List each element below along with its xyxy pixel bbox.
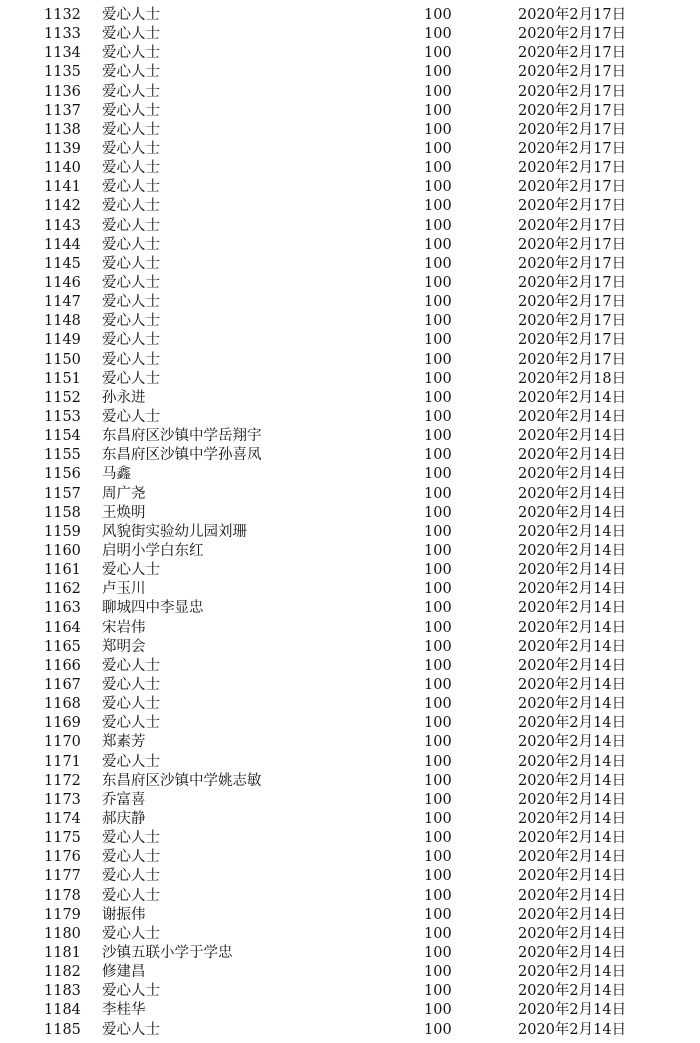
date-cell: 2020年2月14日 (518, 676, 627, 693)
amount-cell: 100 (424, 638, 452, 655)
amount-cell: 100 (424, 389, 452, 406)
date-cell: 2020年2月17日 (518, 217, 627, 234)
table-row (44, 140, 684, 159)
donor-name-cell: 爱心人士 (102, 45, 160, 62)
table-row (44, 982, 684, 1001)
donor-name-cell: 爱心人士 (102, 562, 160, 579)
date-cell: 2020年2月17日 (518, 255, 627, 272)
donor-name-cell: 修建昌 (102, 964, 146, 981)
amount-cell: 100 (424, 332, 452, 349)
date-cell: 2020年2月14日 (518, 657, 627, 674)
date-cell: 2020年2月14日 (518, 715, 627, 732)
table-row (44, 580, 684, 599)
serial-number-cell: 1164 (44, 619, 81, 636)
amount-cell: 100 (424, 887, 452, 904)
table-row (44, 465, 684, 484)
serial-number-cell: 1168 (44, 696, 81, 713)
donor-name-cell: 爱心人士 (102, 715, 160, 732)
amount-cell: 100 (424, 198, 452, 215)
date-cell: 2020年2月14日 (518, 409, 627, 426)
amount-cell: 100 (424, 849, 452, 866)
serial-number-cell: 1183 (44, 983, 81, 1000)
date-cell: 2020年2月14日 (518, 428, 627, 445)
date-cell: 2020年2月17日 (518, 45, 627, 62)
amount-cell: 100 (424, 581, 452, 598)
donor-name-cell: 爱心人士 (102, 753, 160, 770)
donor-name-cell: 爱心人士 (102, 925, 160, 942)
amount-cell: 100 (424, 753, 452, 770)
amount-cell: 100 (424, 600, 452, 617)
donor-name-cell: 爱心人士 (102, 983, 160, 1000)
donor-name-cell: 爱心人士 (102, 370, 160, 387)
serial-number-cell: 1144 (44, 236, 81, 253)
date-cell: 2020年2月14日 (518, 1021, 627, 1038)
table-row (44, 733, 684, 752)
donor-name-cell: 郝庆静 (102, 810, 146, 827)
amount-cell: 100 (424, 619, 452, 636)
table-row (44, 657, 684, 676)
table-row (44, 408, 684, 427)
serial-number-cell: 1141 (44, 179, 81, 196)
amount-cell: 100 (424, 428, 452, 445)
amount-cell: 100 (424, 409, 452, 426)
date-cell: 2020年2月17日 (518, 332, 627, 349)
table-row (44, 867, 684, 886)
amount-cell: 100 (424, 236, 452, 253)
donor-name-cell: 爱心人士 (102, 696, 160, 713)
amount-cell: 100 (424, 504, 452, 521)
date-cell: 2020年2月14日 (518, 696, 627, 713)
table-row (44, 695, 684, 714)
serial-number-cell: 1185 (44, 1021, 81, 1038)
date-cell: 2020年2月14日 (518, 887, 627, 904)
donor-name-cell: 爱心人士 (102, 275, 160, 292)
table-row (44, 906, 684, 925)
amount-cell: 100 (424, 45, 452, 62)
date-cell: 2020年2月14日 (518, 581, 627, 598)
amount-cell: 100 (424, 313, 452, 330)
date-cell: 2020年2月14日 (518, 944, 627, 961)
donor-name-cell: 爱心人士 (102, 332, 160, 349)
amount-cell: 100 (424, 523, 452, 540)
table-row (44, 446, 684, 465)
date-cell: 2020年2月17日 (518, 236, 627, 253)
serial-number-cell: 1137 (44, 102, 81, 119)
donor-name-cell: 爱心人士 (102, 83, 160, 100)
amount-cell: 100 (424, 485, 452, 502)
donor-name-cell: 爱心人士 (102, 64, 160, 81)
serial-number-cell: 1176 (44, 849, 81, 866)
date-cell: 2020年2月17日 (518, 160, 627, 177)
table-row (44, 274, 684, 293)
date-cell: 2020年2月17日 (518, 141, 627, 158)
date-cell: 2020年2月14日 (518, 868, 627, 885)
table-row (44, 6, 684, 25)
date-cell: 2020年2月14日 (518, 447, 627, 464)
donor-name-cell: 宋岩伟 (102, 619, 146, 636)
date-cell: 2020年2月14日 (518, 638, 627, 655)
table-row (44, 1020, 684, 1039)
donor-name-cell: 爱心人士 (102, 887, 160, 904)
amount-cell: 100 (424, 160, 452, 177)
date-cell: 2020年2月14日 (518, 791, 627, 808)
table-row (44, 217, 684, 236)
table-row (44, 370, 684, 389)
date-cell: 2020年2月17日 (518, 7, 627, 24)
donor-name-cell: 王焕明 (102, 504, 146, 521)
amount-cell: 100 (424, 1021, 452, 1038)
donor-name-cell: 东昌府区沙镇中学岳翔宇 (102, 428, 262, 445)
serial-number-cell: 1156 (44, 466, 81, 483)
date-cell: 2020年2月14日 (518, 772, 627, 789)
donor-name-cell: 郑明会 (102, 638, 146, 655)
donor-name-cell: 爱心人士 (102, 849, 160, 866)
table-row (44, 829, 684, 848)
donor-name-cell: 风貌街实验幼儿园刘珊 (102, 523, 247, 540)
amount-cell: 100 (424, 944, 452, 961)
serial-number-cell: 1157 (44, 485, 81, 502)
serial-number-cell: 1140 (44, 160, 81, 177)
serial-number-cell: 1159 (44, 523, 81, 540)
date-cell: 2020年2月14日 (518, 925, 627, 942)
table-row (44, 791, 684, 810)
serial-number-cell: 1182 (44, 964, 81, 981)
serial-number-cell: 1165 (44, 638, 81, 655)
table-row (44, 886, 684, 905)
donor-name-cell: 东昌府区沙镇中学姚志敏 (102, 772, 262, 789)
serial-number-cell: 1180 (44, 925, 81, 942)
date-cell: 2020年2月17日 (518, 294, 627, 311)
amount-cell: 100 (424, 772, 452, 789)
serial-number-cell: 1167 (44, 676, 81, 693)
table-row (44, 236, 684, 255)
table-row (44, 963, 684, 982)
date-cell: 2020年2月14日 (518, 543, 627, 559)
serial-number-cell: 1160 (44, 543, 81, 559)
donor-name-cell: 爱心人士 (102, 160, 160, 177)
amount-cell: 100 (424, 217, 452, 234)
amount-cell: 100 (424, 26, 452, 43)
table-row (44, 197, 684, 216)
serial-number-cell: 1143 (44, 217, 81, 234)
table-row (44, 83, 684, 102)
donor-name-cell: 爱心人士 (102, 255, 160, 272)
donor-name-cell: 东昌府区沙镇中学孙喜凤 (102, 447, 262, 464)
donor-name-cell: 周广尧 (102, 485, 146, 502)
amount-cell: 100 (424, 810, 452, 827)
amount-cell: 100 (424, 964, 452, 981)
serial-number-cell: 1174 (44, 810, 81, 827)
donor-name-cell: 启明小学白东红 (102, 543, 204, 559)
serial-number-cell: 1132 (44, 7, 81, 24)
donor-name-cell: 爱心人士 (102, 141, 160, 158)
amount-cell: 100 (424, 734, 452, 751)
amount-cell: 100 (424, 925, 452, 942)
table-row (44, 542, 684, 561)
amount-cell: 100 (424, 983, 452, 1000)
amount-cell: 100 (424, 179, 452, 196)
table-row (44, 638, 684, 657)
date-cell: 2020年2月17日 (518, 121, 627, 138)
donor-name-cell: 爱心人士 (102, 409, 160, 426)
table-row (44, 619, 684, 638)
amount-cell: 100 (424, 715, 452, 732)
amount-cell: 100 (424, 83, 452, 100)
amount-cell: 100 (424, 275, 452, 292)
date-cell: 2020年2月14日 (518, 810, 627, 827)
date-cell: 2020年2月14日 (518, 849, 627, 866)
table-row (44, 178, 684, 197)
donor-name-cell: 爱心人士 (102, 657, 160, 674)
table-body (44, 6, 684, 1040)
serial-number-cell: 1171 (44, 753, 81, 770)
table-row (44, 159, 684, 178)
serial-number-cell: 1177 (44, 868, 81, 885)
serial-number-cell: 1152 (44, 389, 81, 406)
serial-number-cell: 1142 (44, 198, 81, 215)
amount-cell: 100 (424, 562, 452, 579)
serial-number-cell: 1154 (44, 428, 81, 445)
date-cell: 2020年2月17日 (518, 313, 627, 330)
amount-cell: 100 (424, 676, 452, 693)
table-row (44, 561, 684, 580)
serial-number-cell: 1173 (44, 791, 81, 808)
date-cell: 2020年2月17日 (518, 64, 627, 81)
serial-number-cell: 1139 (44, 141, 81, 158)
date-cell: 2020年2月14日 (518, 562, 627, 579)
table-row (44, 102, 684, 121)
serial-number-cell: 1149 (44, 332, 81, 349)
date-cell: 2020年2月14日 (518, 600, 627, 617)
donor-name-cell: 爱心人士 (102, 236, 160, 253)
donor-name-cell: 爱心人士 (102, 102, 160, 119)
date-cell: 2020年2月14日 (518, 983, 627, 1000)
date-cell: 2020年2月17日 (518, 179, 627, 196)
amount-cell: 100 (424, 657, 452, 674)
date-cell: 2020年2月14日 (518, 964, 627, 981)
serial-number-cell: 1178 (44, 887, 81, 904)
serial-number-cell: 1158 (44, 504, 81, 521)
serial-number-cell: 1133 (44, 26, 81, 43)
amount-cell: 100 (424, 791, 452, 808)
serial-number-cell: 1138 (44, 121, 81, 138)
serial-number-cell: 1150 (44, 351, 81, 368)
table-row (44, 599, 684, 618)
table-row (44, 312, 684, 331)
date-cell: 2020年2月14日 (518, 466, 627, 483)
donor-name-cell: 爱心人士 (102, 1021, 160, 1038)
table-row (44, 351, 684, 370)
table-row (44, 676, 684, 695)
amount-cell: 100 (424, 102, 452, 119)
amount-cell: 100 (424, 7, 452, 24)
serial-number-cell: 1161 (44, 562, 81, 579)
serial-number-cell: 1166 (44, 657, 81, 674)
table-row (44, 772, 684, 791)
serial-number-cell: 1179 (44, 906, 81, 923)
date-cell: 2020年2月14日 (518, 734, 627, 751)
date-cell: 2020年2月14日 (518, 485, 627, 502)
serial-number-cell: 1147 (44, 294, 81, 311)
date-cell: 2020年2月17日 (518, 102, 627, 119)
serial-number-cell: 1184 (44, 1002, 81, 1019)
table-row (44, 752, 684, 771)
table-row (44, 293, 684, 312)
donor-name-cell: 爱心人士 (102, 26, 160, 43)
serial-number-cell: 1169 (44, 715, 81, 732)
amount-cell: 100 (424, 1002, 452, 1019)
amount-cell: 100 (424, 696, 452, 713)
amount-cell: 100 (424, 868, 452, 885)
date-cell: 2020年2月14日 (518, 504, 627, 521)
serial-number-cell: 1145 (44, 255, 81, 272)
serial-number-cell: 1146 (44, 275, 81, 292)
donation-table (44, 6, 684, 1040)
date-cell: 2020年2月17日 (518, 351, 627, 368)
serial-number-cell: 1163 (44, 600, 81, 617)
serial-number-cell: 1181 (44, 944, 81, 961)
amount-cell: 100 (424, 351, 452, 368)
donor-name-cell: 爱心人士 (102, 198, 160, 215)
donor-name-cell: 谢振伟 (102, 906, 146, 923)
donor-name-cell: 郑素芳 (102, 734, 146, 751)
donor-name-cell: 爱心人士 (102, 217, 160, 234)
donor-name-cell: 卢玉川 (102, 581, 146, 598)
table-row (44, 504, 684, 523)
date-cell: 2020年2月17日 (518, 198, 627, 215)
serial-number-cell: 1175 (44, 830, 81, 847)
table-row (44, 944, 684, 963)
date-cell: 2020年2月17日 (518, 275, 627, 292)
table-row (44, 925, 684, 944)
date-cell: 2020年2月14日 (518, 523, 627, 540)
amount-cell: 100 (424, 466, 452, 483)
serial-number-cell: 1135 (44, 64, 81, 81)
table-row (44, 427, 684, 446)
amount-cell: 100 (424, 370, 452, 387)
serial-number-cell: 1170 (44, 734, 81, 751)
serial-number-cell: 1151 (44, 370, 81, 387)
donor-name-cell: 马鑫 (102, 466, 131, 483)
table-row (44, 810, 684, 829)
table-row (44, 44, 684, 63)
serial-number-cell: 1172 (44, 772, 81, 789)
date-cell: 2020年2月14日 (518, 619, 627, 636)
donor-name-cell: 爱心人士 (102, 351, 160, 368)
donor-name-cell: 沙镇五联小学于学忠 (102, 944, 233, 961)
donor-name-cell: 乔富喜 (102, 791, 146, 808)
serial-number-cell: 1162 (44, 581, 81, 598)
amount-cell: 100 (424, 255, 452, 272)
donor-name-cell: 爱心人士 (102, 121, 160, 138)
date-cell: 2020年2月17日 (518, 83, 627, 100)
donor-name-cell: 爱心人士 (102, 294, 160, 311)
date-cell: 2020年2月17日 (518, 26, 627, 43)
donor-name-cell: 爱心人士 (102, 7, 160, 24)
date-cell: 2020年2月18日 (518, 370, 627, 387)
date-cell: 2020年2月14日 (518, 830, 627, 847)
donor-name-cell: 爱心人士 (102, 830, 160, 847)
date-cell: 2020年2月14日 (518, 1002, 627, 1019)
table-row (44, 523, 684, 542)
table-row (44, 25, 684, 44)
date-cell: 2020年2月14日 (518, 753, 627, 770)
table-row (44, 848, 684, 867)
table-row (44, 714, 684, 733)
amount-cell: 100 (424, 64, 452, 81)
donor-name-cell: 爱心人士 (102, 179, 160, 196)
donor-name-cell: 聊城四中李显忠 (102, 600, 204, 617)
amount-cell: 100 (424, 543, 452, 559)
amount-cell: 100 (424, 294, 452, 311)
serial-number-cell: 1155 (44, 447, 81, 464)
table-row (44, 255, 684, 274)
serial-number-cell: 1153 (44, 409, 81, 426)
table-row (44, 1001, 684, 1020)
donor-name-cell: 爱心人士 (102, 868, 160, 885)
date-cell: 2020年2月14日 (518, 389, 627, 406)
table-row (44, 63, 684, 82)
donor-name-cell: 爱心人士 (102, 676, 160, 693)
table-row (44, 331, 684, 350)
amount-cell: 100 (424, 906, 452, 923)
donor-name-cell: 李桂华 (102, 1002, 146, 1019)
serial-number-cell: 1136 (44, 83, 81, 100)
table-row (44, 485, 684, 504)
amount-cell: 100 (424, 447, 452, 464)
table-row (44, 389, 684, 408)
amount-cell: 100 (424, 141, 452, 158)
serial-number-cell: 1148 (44, 313, 81, 330)
table-row (44, 121, 684, 140)
serial-number-cell: 1134 (44, 45, 81, 62)
amount-cell: 100 (424, 830, 452, 847)
donor-name-cell: 孙永进 (102, 389, 146, 406)
date-cell: 2020年2月14日 (518, 906, 627, 923)
amount-cell: 100 (424, 121, 452, 138)
donor-name-cell: 爱心人士 (102, 313, 160, 330)
